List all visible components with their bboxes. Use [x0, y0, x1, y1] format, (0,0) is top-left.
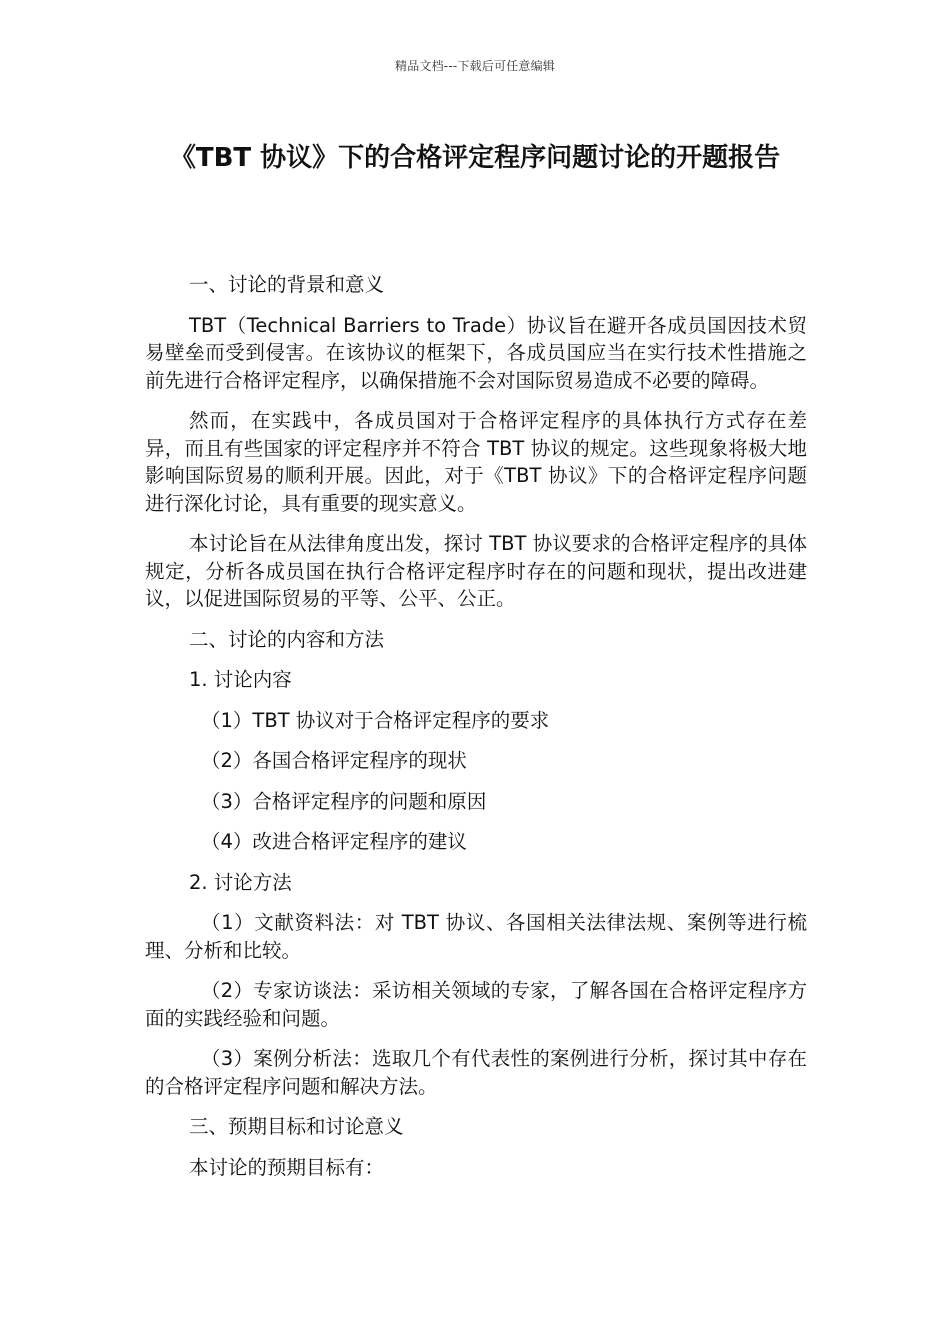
header-note: 精品文档---下载后可任意编辑: [395, 59, 555, 73]
list-item-method-2: （2）专家访谈法：采访相关领域的专家，了解各国在合格评定程序方面的实践经验和问题。: [145, 979, 807, 1030]
list-item-method-1: （1）文献资料法：对 TBT 协议、各国相关法律法规、案例等进行梳理、分析和比较。: [145, 911, 807, 962]
section-heading-content-methods: 二、讨论的内容和方法: [189, 627, 385, 651]
paragraph-tbt-intro: TBT（Technical Barriers to Trade）协议旨在避开各成员国因技术贸易壁垒而受到侵害。在该协议的框架下，各成员国应当在实行技术性措施之前先进行合格评定程序，以确保措施不会对国际贸易造成不必要的障碍。: [145, 313, 807, 392]
paragraph-practice-differences: 然而，在实践中，各成员国对于合格评定程序的具体执行方式存在差异，而且有些国家的评定程序并不符合 TBT 协议的规定。这些现象将极大地影响国际贸易的顺利开展。因此，对于《TBT 协议》下的合格评定程序问题进行深化讨论，具有重要的现实意义。: [145, 409, 807, 515]
section-heading-goals: 三、预期目标和讨论意义: [189, 1115, 404, 1138]
document-title: 《TBT 协议》下的合格评定程序问题讨论的开题报告: [169, 143, 781, 173]
list-item-content-3: （3）合格评定程序的问题和原因: [201, 789, 487, 813]
subheading-content: 1. 讨论内容: [189, 668, 292, 691]
list-item-content-1: （1）TBT 协议对于合格评定程序的要求: [201, 708, 550, 732]
list-item-content-2: （2）各国合格评定程序的现状: [201, 749, 467, 772]
list-item-method-3: （3）案例分析法：选取几个有代表性的案例进行分析，探讨其中存在的合格评定程序问题和解决方法。: [145, 1047, 807, 1098]
paragraph-research-aim: 本讨论旨在从法律角度出发，探讨 TBT 协议要求的合格评定程序的具体规定，分析各成员国在执行合格评定程序时存在的问题和现状，提出改进建议，以促进国际贸易的平等、公平、公正。: [145, 532, 807, 610]
section-heading-background: 一、讨论的背景和意义: [189, 273, 385, 296]
paragraph-goals-intro: 本讨论的预期目标有：: [189, 1155, 385, 1179]
document-body: [145, 271, 807, 1194]
subheading-methods: 2. 讨论方法: [189, 870, 292, 894]
list-item-content-4: （4）改进合格评定程序的建议: [201, 830, 467, 853]
